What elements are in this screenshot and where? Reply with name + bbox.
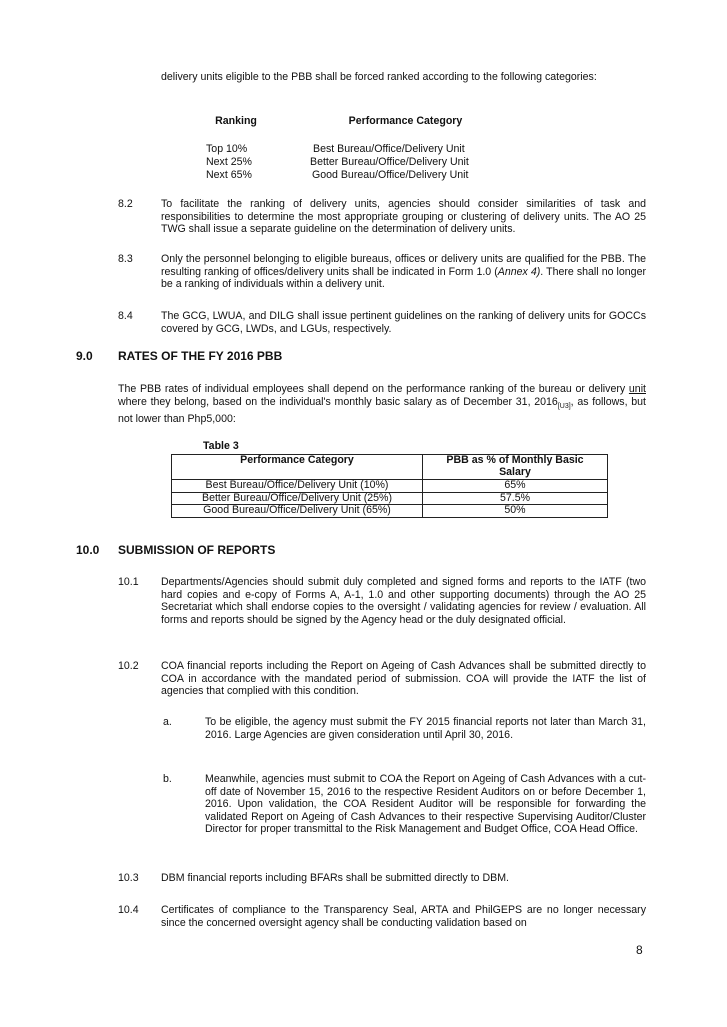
section-10-1-text: Departments/Agencies should submit duly completed and signed forms and reports to the IATF (two hard copies and e-copy of Forms A, A-1, 1.0 and other supporting documents) through the AO 25 Secretariat which shall endorse copies to the oversight / validating agencies for review / evaluation. All forms and reports should be signed by the Agency head or the duly designated official.: [161, 576, 646, 626]
section-10-1-number: 10.1: [118, 576, 139, 588]
item-b-label: b.: [163, 773, 172, 785]
section-10-2-text: COA financial reports including the Report on Ageing of Cash Advances shall be submitted directly to COA in accordance with the mandated period of submission. COA will provide the IATF the list of agencies that complied with this condition.: [161, 660, 646, 698]
ranking-header: Ranking: [215, 115, 257, 127]
section-10-2-number: 10.2: [118, 660, 139, 672]
section-8-4-text: The GCG, LWUA, and DILG shall issue pertinent guidelines on the ranking of delivery units for GOCCs covered by GCG, LWDs, and LGUs, respectively.: [161, 310, 646, 335]
section-9-number: 9.0: [76, 349, 93, 363]
section-8-2-text: To facilitate the ranking of delivery units, agencies should consider similarities of task and responsibilities to determine the most appropriate grouping or clustering of delivery units. The AO 25 TWG shall issue a separate guideline on the determination of delivery units.: [161, 198, 646, 236]
table-cell-pct: 65%: [423, 480, 608, 493]
rank-top: Top 10%: [206, 143, 248, 155]
table-3-caption: Table 3: [203, 440, 239, 452]
section-8-4-number: 8.4: [118, 310, 133, 322]
table-cell-category: Best Bureau/Office/Delivery Unit (10%): [172, 480, 423, 493]
section-10-4-number: 10.4: [118, 904, 139, 916]
section-8-2-number: 8.2: [118, 198, 133, 210]
section-9-title: RATES OF THE FY 2016 PBB: [118, 349, 283, 363]
table-header-category: Performance Category: [172, 455, 423, 480]
category-best: Best Bureau/Office/Delivery Unit: [313, 143, 465, 155]
table-row: [172, 480, 608, 493]
item-b-text: Meanwhile, agencies must submit to COA the Report on Ageing of Cash Advances with a cut-off date of November 15, 2016 to the respective Resident Auditors on or before December 1, 2016. Upon validation, the COA Resident Auditor will be responsible for forwarding the validated Report on Ageing of Cash Advances to their respective Supervising Auditor/Cluster Director for proper transmittal to the Risk Management and Budget Office, COA Head Office.: [205, 773, 646, 836]
table-row: [172, 505, 608, 518]
section-10-4-text: Certificates of compliance to the Transparency Seal, ARTA and PhilGEPS are no longer necessary since the concerned oversight agency shall be conducting validation based on: [161, 904, 646, 929]
section-10-3-number: 10.3: [118, 872, 139, 884]
category-good: Good Bureau/Office/Delivery Unit: [312, 169, 469, 181]
section-10-number: 10.0: [76, 543, 100, 557]
item-a-label: a.: [163, 716, 172, 728]
item-a-text: To be eligible, the agency must submit the FY 2015 financial reports not later than March 31, 2016. Large Agencies are given consideration until April 30, 2016.: [205, 716, 646, 741]
table-header-row: [172, 455, 608, 480]
section-10-title: SUBMISSION OF REPORTS: [118, 543, 276, 557]
table-cell-pct: 57.5%: [423, 492, 608, 505]
table-header-pct: PBB as % of Monthly Basic Salary: [423, 455, 608, 480]
section-10-3-text: DBM financial reports including BFARs shall be submitted directly to DBM.: [161, 872, 509, 884]
rates-paragraph: The PBB rates of individual employees shall depend on the performance ranking of the bureau or delivery unit where they belong, based on the individual's monthly basic salary as of December 31, $2016_{[U3]}$, as follows, but not lower than Php5,000:: [118, 383, 646, 426]
rank-next25: Next 25%: [206, 156, 252, 168]
rank-next65: Next 65%: [206, 169, 252, 181]
category-better: Better Bureau/Office/Delivery Unit: [310, 156, 469, 168]
page-number: 8: [636, 943, 643, 957]
pbb-rate-table: [171, 454, 608, 518]
table-cell-category: Better Bureau/Office/Delivery Unit (25%): [172, 492, 423, 505]
table-cell-category: Good Bureau/Office/Delivery Unit (65%): [172, 505, 423, 518]
category-header: Performance Category: [348, 115, 463, 127]
section-8-3-text: Only the personnel belonging to eligible bureaus, offices or delivery units are qualified for the PBB. The resulting ranking of offices/delivery units shall be indicated in Form 1.0 (Annex 4). There shall no longer be a ranking of individuals within a delivery unit.: [161, 253, 646, 291]
section-8-3-number: 8.3: [118, 253, 133, 265]
intro-paragraph: delivery units eligible to the PBB shall be forced ranked according to the following categories:: [161, 71, 597, 83]
table-cell-pct: 50%: [423, 505, 608, 518]
table-row: [172, 492, 608, 505]
